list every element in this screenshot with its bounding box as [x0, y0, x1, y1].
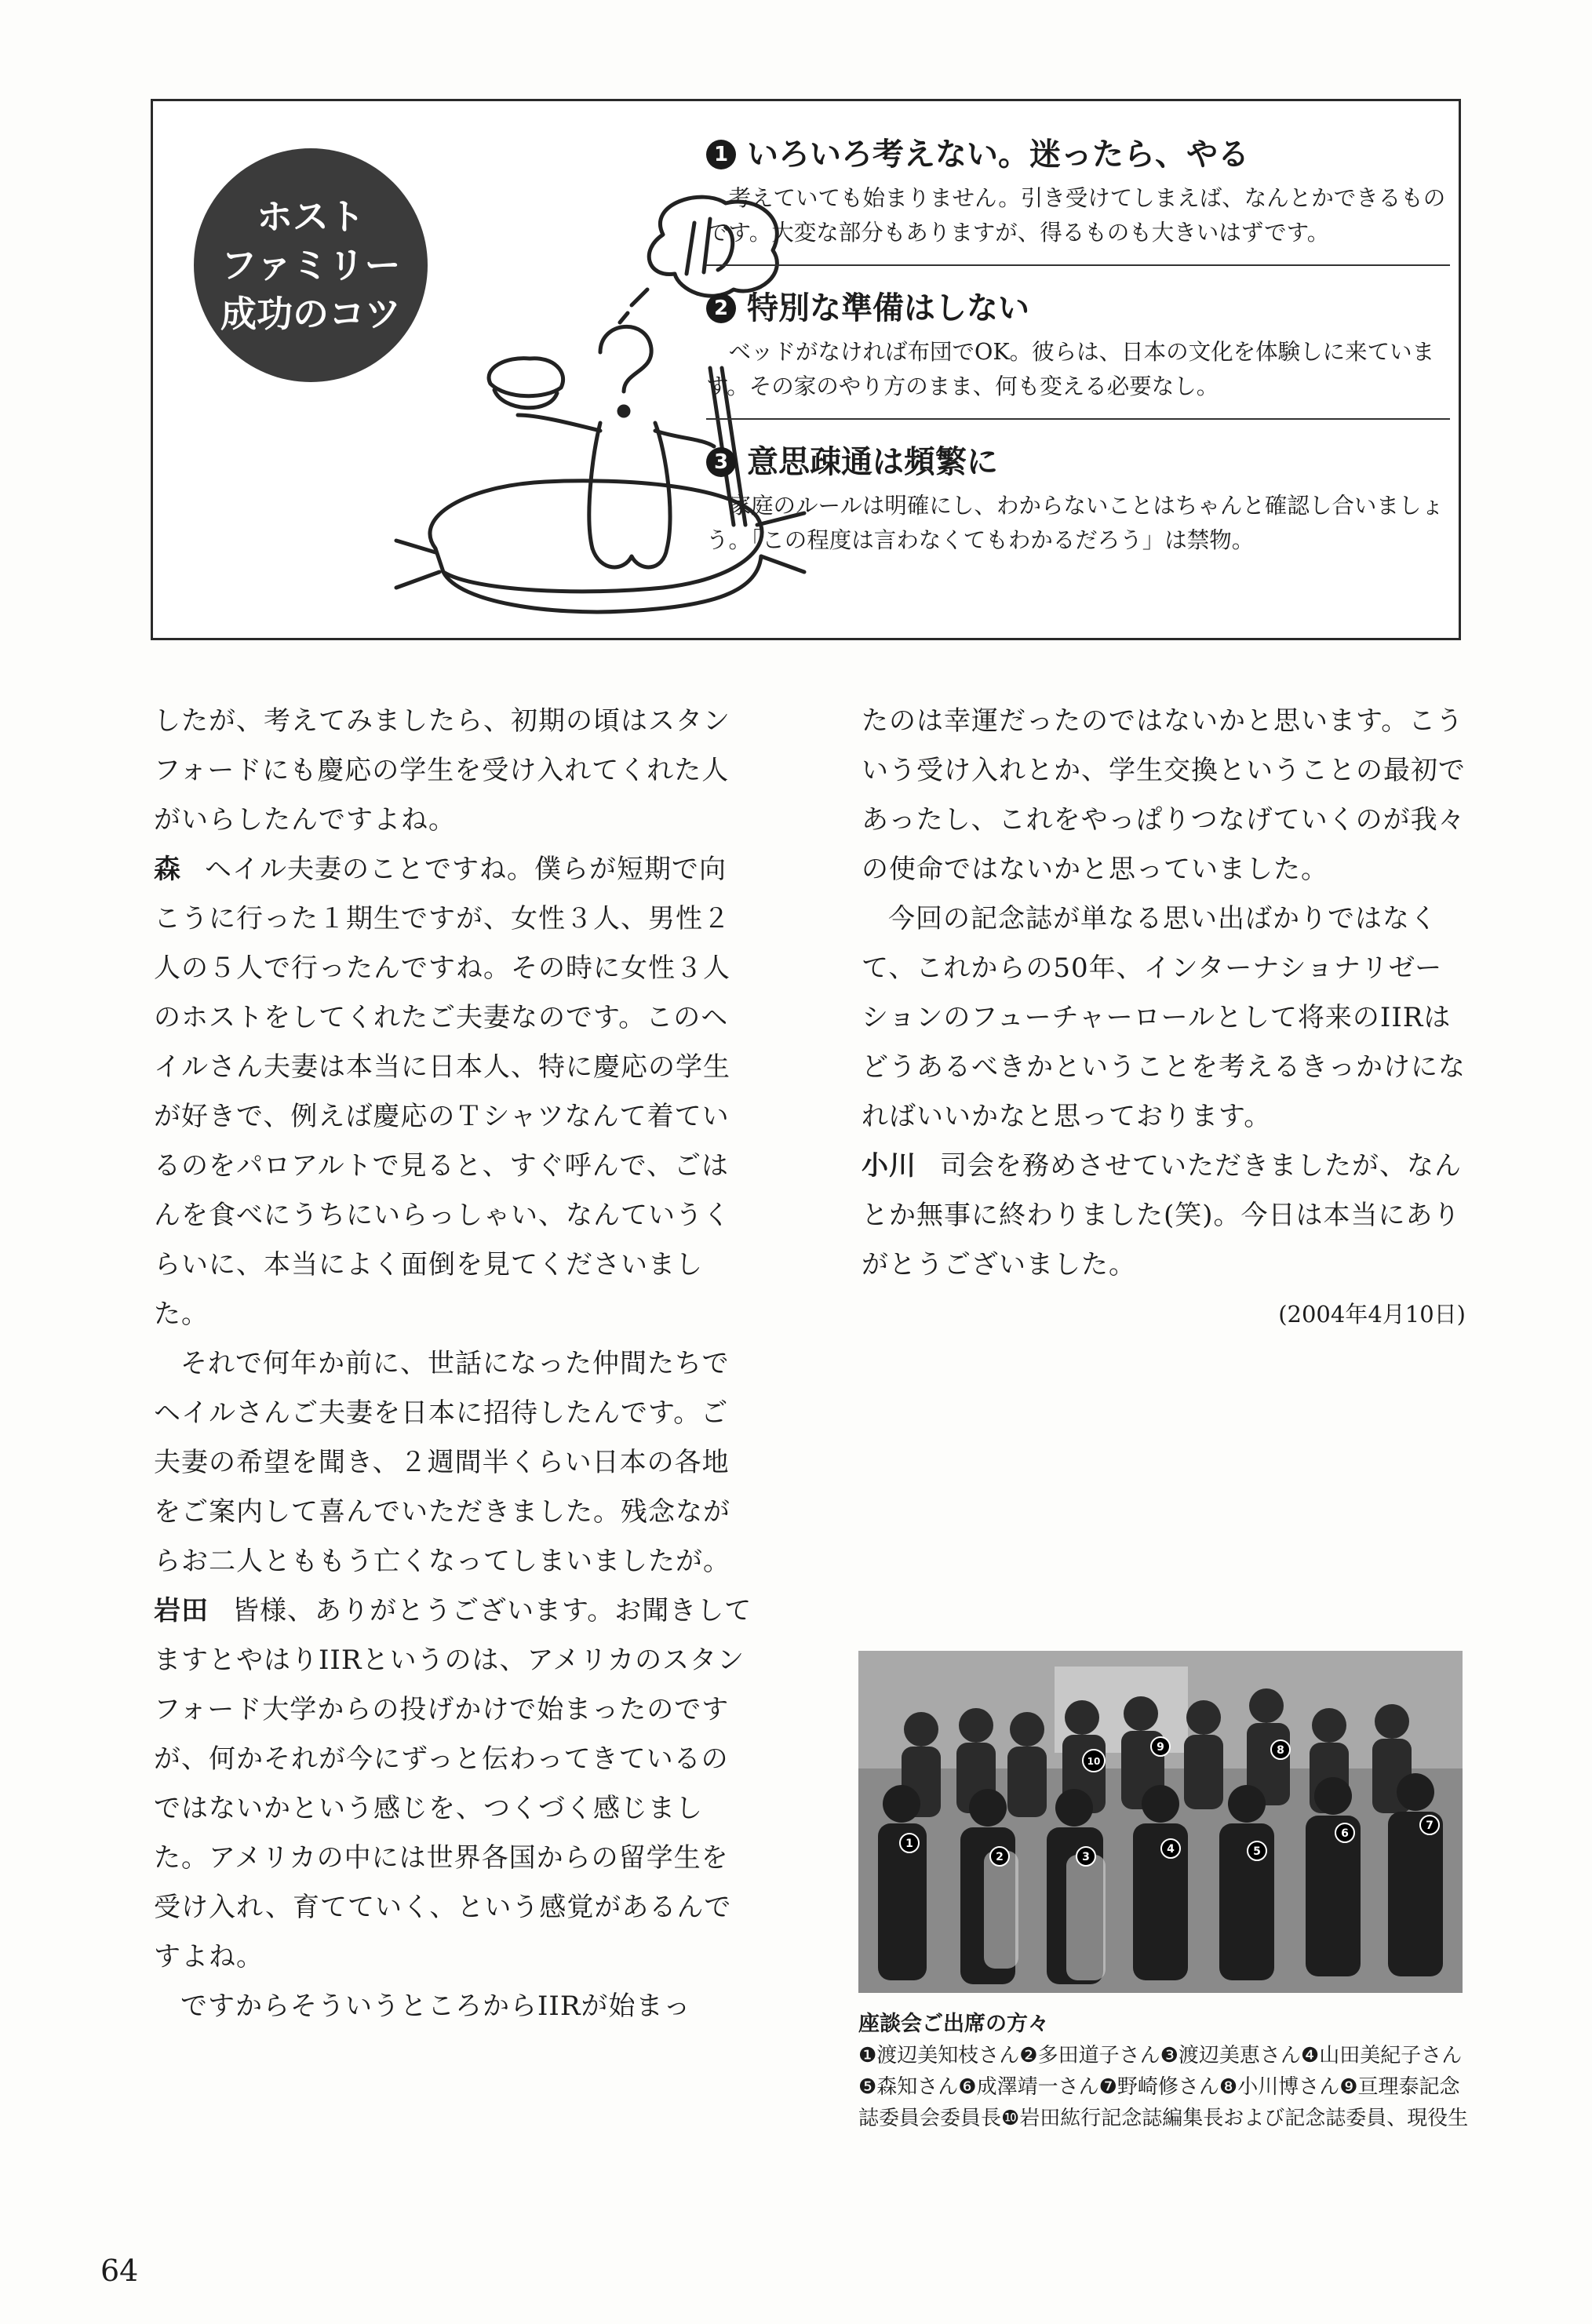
paragraph-text: 皆様、ありがとうございます。お聞きしてますとやはりIIRというのは、アメリカのスタンフォード大学からの投げかけで始まったのですが、何かそれが今にずっと伝わってきているのではないかという感じを、つくづく感じました。アメリカの中には世界各国からの留学生を受け入れ、育てていく、という感覚があるんですよね。 — [154, 1595, 752, 1972]
right-text-column — [862, 697, 1466, 1339]
person-marker-4-icon — [1161, 1839, 1180, 1858]
paragraph: それで何年か前に、世話になった仲間たちでヘイルさんご夫妻を日本に招待したんです。ご夫妻の希望を聞き、２週間半くらい日本の各地をご案内して喜んでいただきました。残念ながらお二人とももう亡くなってしまいましたが。 — [154, 1348, 730, 1577]
svg-text:3: 3 — [1082, 1851, 1090, 1863]
person-marker-5-icon — [1248, 1841, 1266, 1860]
svg-text:6: 6 — [1341, 1827, 1349, 1840]
caption-body: ❶渡辺美知枝さん❷多田道子さん❸渡辺美恵さん❹山田美紀子さん❺森知さん❻成澤靖一さん❼野崎修さん❽小川博さん❾亘理泰記念誌委員会委員長❿岩田紘行記念誌編集長および記念誌委員、現役生 — [858, 2044, 1469, 2130]
tip-body: 家庭のルールは明確にし、わからないことはちゃんと確認し合いましょう。「この程度は言わなくてもわかるだろう」は禁物。 — [706, 493, 1444, 553]
group-photo — [858, 1651, 1463, 1993]
person-marker-7-icon — [1420, 1816, 1439, 1834]
caption-title: 座談会ご出席の方々 — [858, 2012, 1049, 2036]
person-marker-9-icon — [1151, 1737, 1170, 1756]
tip-item-1 — [706, 133, 1450, 266]
tip-title: いろいろ考えない。迷ったら、やる — [747, 137, 1249, 173]
left-text-column — [154, 697, 753, 2031]
speaker-name: 岩田 — [154, 1595, 209, 1626]
host-family-tips-box — [151, 99, 1461, 640]
badge-label: ホスト ファミリー 成功のコツ — [220, 195, 401, 335]
paragraph — [154, 1586, 753, 1982]
group-photo-image — [858, 1651, 1463, 1993]
paragraph: したが、考えてみましたら、初期の頃はスタンフォードにも慶応の学生を受け入れてくれた人がいらしたんですよね。 — [154, 705, 730, 836]
paragraph: 今回の記念誌が単なる思い出ばかりではなくて、これからの50年、インターナショナリゼーションのフューチャーロールとして将来のIIRはどうあるべきかということを考えるきっかけになればいいかなと思っております。 — [862, 903, 1466, 1132]
speaker-name: 森 — [154, 854, 181, 885]
date-line: (2004年4月10日) — [1278, 1301, 1466, 1328]
person-marker-1-icon — [900, 1834, 919, 1852]
page-number: 64 — [100, 2253, 139, 2288]
paragraph — [862, 1142, 1466, 1290]
tip-item-2 — [706, 286, 1450, 420]
svg-text:10: 10 — [1087, 1756, 1101, 1767]
number-2-icon: 2 — [706, 293, 736, 323]
person-marker-10-icon — [1083, 1750, 1105, 1772]
paragraph-text: 司会を務めさせていただきましたが、なんとか無事に終わりました(笑)。今日は本当にありがとうございました。 — [862, 1150, 1462, 1280]
person-marker-8-icon — [1271, 1740, 1290, 1759]
tip-body: ベッドがなければ布団でOK。彼らは、日本の文化を体験しに来ています。その家のやり方のまま、何も変える必要なし。 — [706, 339, 1435, 399]
tips-list — [706, 133, 1450, 592]
svg-text:9: 9 — [1157, 1741, 1164, 1754]
paragraph-text: ヘイル夫妻のことですね。僕らが短期で向こうに行った１期生ですが、女性３人、男性２人の５人で行ったんですね。その時に女性３人のホストをしてくれたご夫妻なのです。このヘイルさん夫妻は本当に日本人、特に慶応の学生が好きで、例えば慶応のＴシャツなんて着ているのをパロアルトで見ると、すぐ呼んで、ごはんを食べにうちにいらっしゃい、なんていうくらいに、本当によく面倒を見てくださいました。 — [154, 854, 730, 1330]
photo-caption — [858, 2009, 1470, 2134]
svg-text:4: 4 — [1167, 1843, 1175, 1856]
svg-text:1: 1 — [905, 1838, 913, 1850]
number-1-icon: 1 — [706, 140, 736, 169]
person-marker-2-icon — [990, 1847, 1009, 1866]
svg-text:8: 8 — [1277, 1744, 1284, 1757]
speaker-name: 小川 — [862, 1150, 916, 1182]
tip-title: 意思疎通は頻繁に — [747, 444, 998, 480]
svg-text:5: 5 — [1253, 1845, 1261, 1858]
tip-title: 特別な準備はしない — [747, 290, 1029, 326]
person-marker-6-icon — [1335, 1823, 1354, 1842]
person-marker-3-icon — [1077, 1847, 1095, 1866]
paragraph: たのは幸運だったのではないかと思います。こういう受け入れとか、学生交換ということの最初であったし、これをやっぱりつなげていくのが我々の使命ではないかと思っていました。 — [862, 705, 1466, 885]
paragraph — [154, 845, 753, 1339]
svg-text:2: 2 — [996, 1851, 1004, 1863]
tip-body: 考えていても始まりません。引き受けてしまえば、なんとかできるものです。大変な部分もありますが、得るものも大きいはずです。 — [706, 185, 1446, 246]
number-3-icon: 3 — [706, 447, 736, 477]
tip-item-3 — [706, 440, 1450, 572]
svg-text:7: 7 — [1426, 1819, 1434, 1832]
paragraph: ですからそういうところからIIRが始まっ — [180, 1991, 691, 2022]
